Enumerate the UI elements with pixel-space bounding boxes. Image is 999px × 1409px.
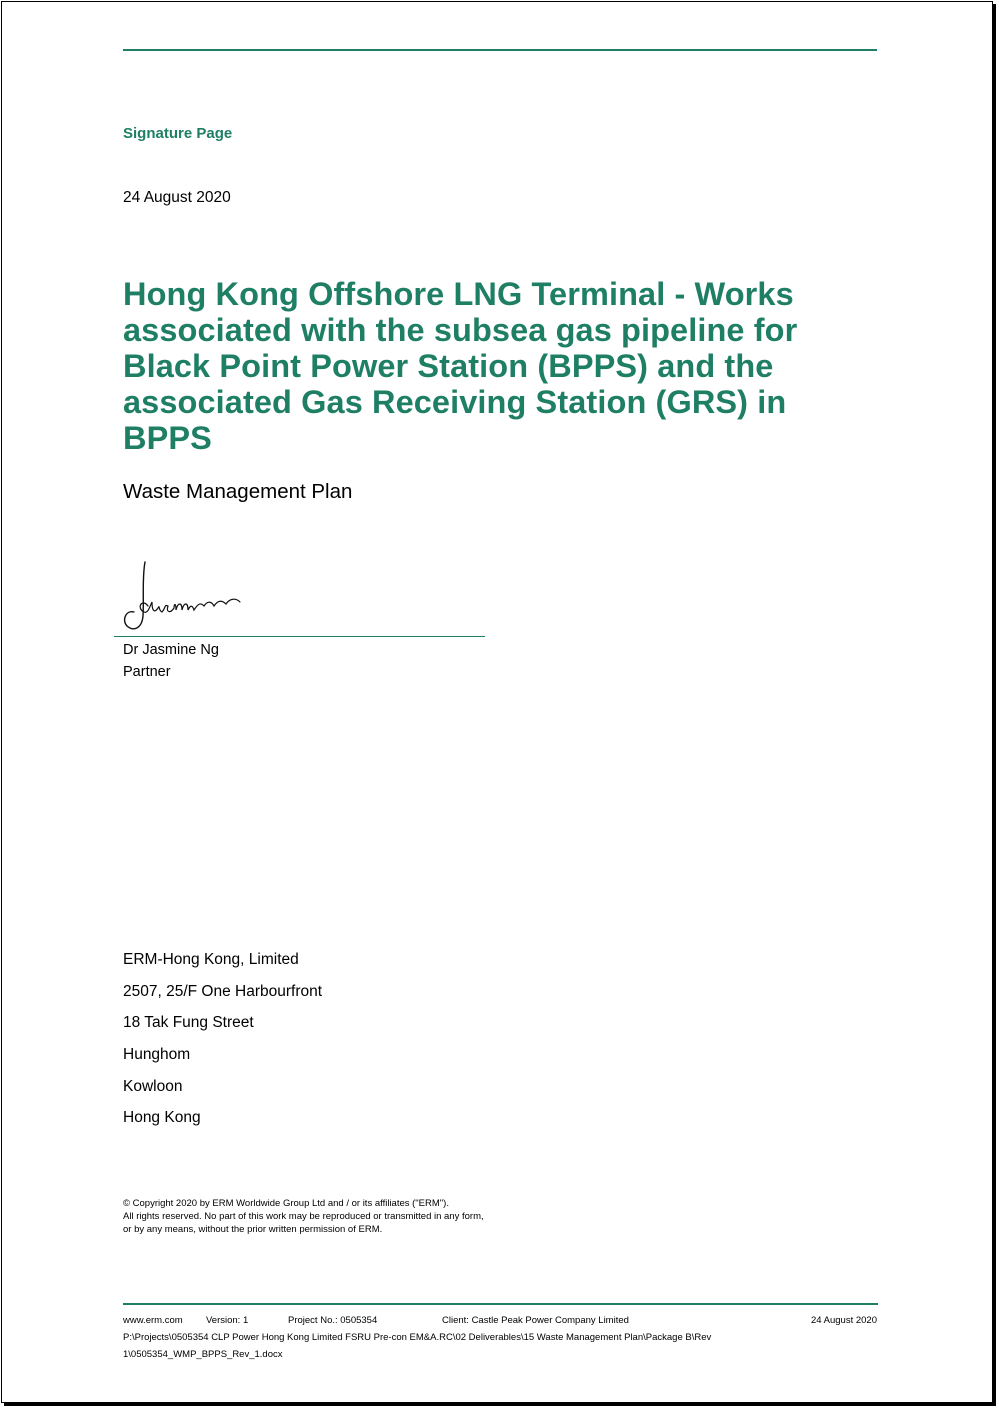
footer-file-path	[123, 1330, 763, 1363]
address-line: Kowloon	[123, 1077, 183, 1095]
signer-role: Partner	[123, 664, 171, 680]
document-date: 24 August 2020	[123, 189, 231, 206]
title-line: BPPS	[123, 420, 212, 456]
copyright-notice	[123, 1197, 484, 1236]
copyright-line: All rights reserved. No part of this work may be reproduced or transmitted in any form,	[123, 1211, 484, 1222]
section-label: Signature Page	[123, 125, 233, 142]
title-line: associated with the subsea gas pipeline for	[123, 312, 798, 348]
page-border	[1, 1, 993, 1403]
address-line: 18 Tak Fung Street	[123, 1014, 254, 1032]
file-path-line: 1\0505354_WMP_BPPS_Rev_1.docx	[123, 1348, 283, 1360]
title-line: associated Gas Receiving Station (GRS) in	[123, 384, 787, 420]
handwritten-signature	[112, 558, 252, 638]
footer-client: Client: Castle Peak Power Company Limited	[442, 1315, 629, 1326]
footer-version: Version: 1	[206, 1315, 249, 1326]
header-rule	[123, 49, 877, 51]
signature-line	[114, 636, 485, 637]
address-line: Hunghom	[123, 1046, 191, 1064]
title-line: Hong Kong Offshore LNG Terminal - Works	[123, 276, 794, 312]
footer-website: www.erm.com	[123, 1315, 183, 1326]
copyright-line: © Copyright 2020 by ERM Worldwide Group Ltd and / or its affiliates ("ERM").	[123, 1198, 449, 1209]
footer-rule	[123, 1303, 878, 1305]
title-line: Black Point Power Station (BPPS) and the	[123, 348, 774, 384]
address-line: 2507, 25/F One Harbourfront	[123, 982, 323, 1000]
document-subtitle: Waste Management Plan	[123, 480, 353, 503]
footer-date: 24 August 2020	[810, 1315, 877, 1326]
file-path-line: P:\Projects\0505354 CLP Power Hong Kong Limited FSRU Pre-con EM&A.RC\02 Deliverables\15 Waste Management Plan\Package B\Rev	[123, 1332, 712, 1343]
document-title	[123, 276, 883, 456]
address-line: ERM-Hong Kong, Limited	[123, 951, 299, 968]
address-line: Hong Kong	[123, 1109, 201, 1127]
footer-project: Project No.: 0505354	[288, 1315, 378, 1326]
signer-name: Dr Jasmine Ng	[123, 642, 219, 658]
company-address	[123, 950, 322, 1140]
copyright-line: or by any means, without the prior written permission of ERM.	[123, 1224, 383, 1235]
